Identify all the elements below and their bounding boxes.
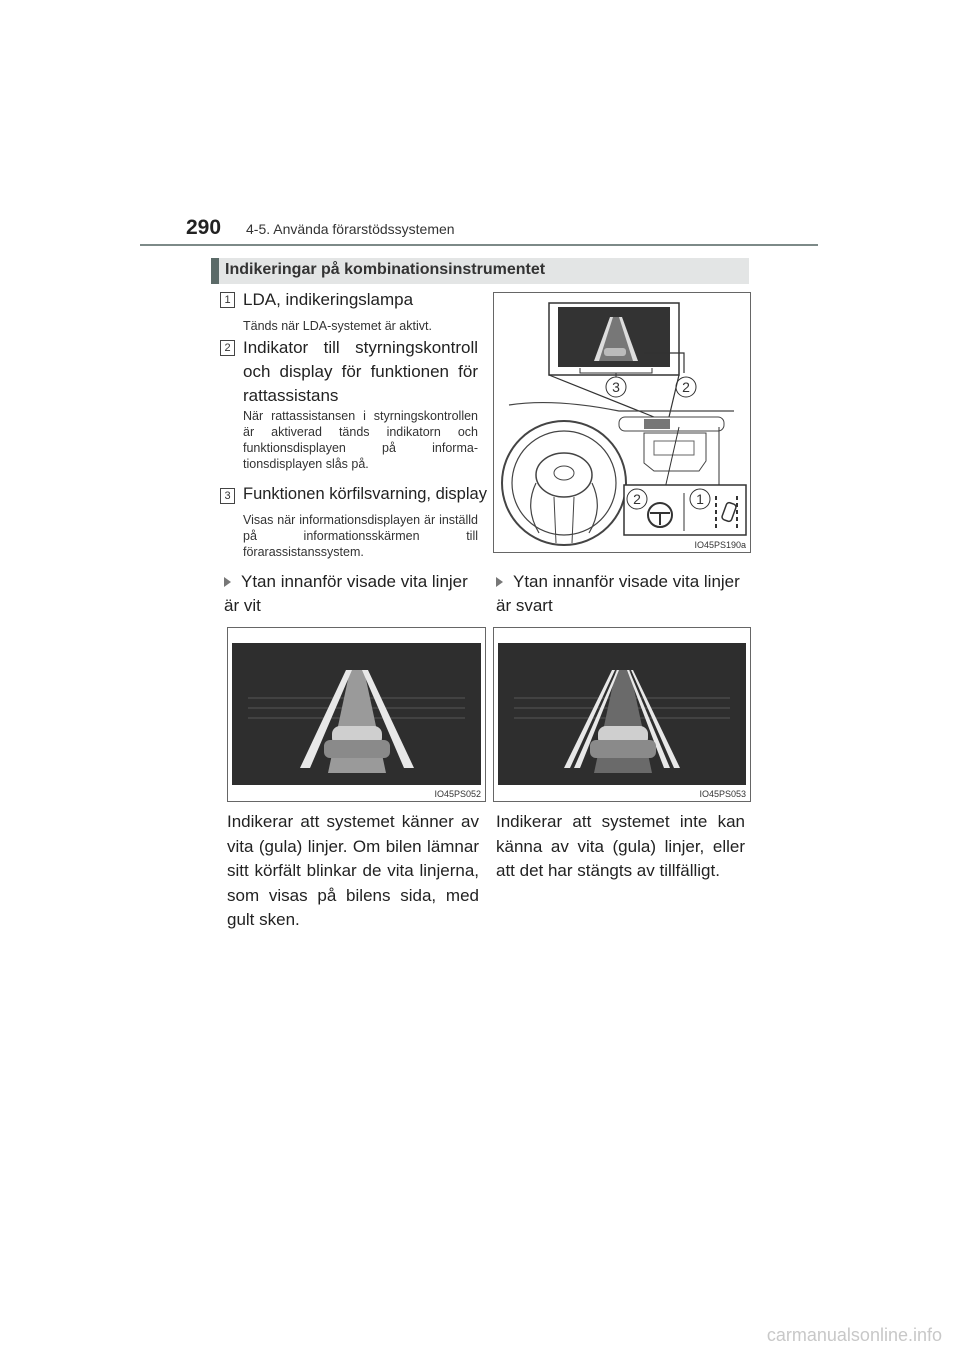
- item-number-2: 2: [220, 340, 235, 356]
- lane-white-illustration: [228, 628, 485, 801]
- paragraph-left: Indikerar att systemet känner av vita (gula) linjer. Om bilen lämnar sitt körfält blinkar de vita linjerna, som visas på bilens sida, med gult sken.: [227, 812, 479, 929]
- section-header: [211, 258, 749, 284]
- item-number-1: 1: [220, 292, 235, 308]
- callout-1: 1: [696, 491, 704, 507]
- item-title-1: LDA, indikeringslampa: [243, 290, 414, 309]
- watermark: carmanualsonline.info: [766, 1325, 942, 1345]
- figure-lane-black: [493, 627, 751, 802]
- chapter-title: 4-5. Använda förarstödssystemen: [246, 221, 455, 237]
- bullet-right-text: Ytan innanför visade vita linjer är svart: [496, 572, 740, 615]
- item-desc-3: Visas när informationsdisplayen är inställd på informationsskärmen till förarassistanssystem.: [243, 513, 478, 559]
- triangle-bullet-icon: [224, 577, 231, 587]
- bullet-left-text: Ytan innanför visade vita linjer är vit: [224, 572, 468, 615]
- dashboard-illustration: [494, 293, 750, 552]
- item-title-2: Indikator till styrningskontroll och display för funktionen för rattassistans: [243, 338, 478, 405]
- item-desc-2: När rattassistansen i styrningskontrollen är aktiverad tänds indikatorn och funktionsdisplayen på informationsdisplayen slås på.: [243, 409, 478, 471]
- section-title: Indikeringar på kombinationsinstrumentet: [225, 261, 546, 278]
- callout-2b: 2: [633, 491, 641, 507]
- figure-right-caption: IO45PS053: [699, 789, 746, 799]
- item-title-3: Funktionen körfilsvarning, display: [243, 485, 487, 503]
- item-desc-1: Tänds när LDA-systemet är aktivt.: [243, 319, 432, 333]
- figure-main-caption: IO45PS190a: [694, 540, 746, 550]
- figure-dashboard: [493, 292, 751, 553]
- header-rule: [140, 244, 818, 246]
- section-header-bar: [211, 258, 219, 284]
- bullet-right: [496, 570, 748, 618]
- item-number-3: 3: [220, 488, 235, 504]
- callout-3: 3: [612, 379, 620, 395]
- figure-lane-white: [227, 627, 486, 802]
- bullet-left: [224, 570, 479, 618]
- figure-left-caption: IO45PS052: [434, 789, 481, 799]
- paragraph-right: Indikerar att systemet inte kan känna av vita (gula) linjer, eller att det har stängts av tillfälligt.: [496, 812, 745, 880]
- page-number: 290: [186, 216, 222, 239]
- triangle-bullet-icon: [496, 577, 503, 587]
- lane-black-illustration: [494, 628, 750, 801]
- callout-2a: 2: [682, 379, 690, 395]
